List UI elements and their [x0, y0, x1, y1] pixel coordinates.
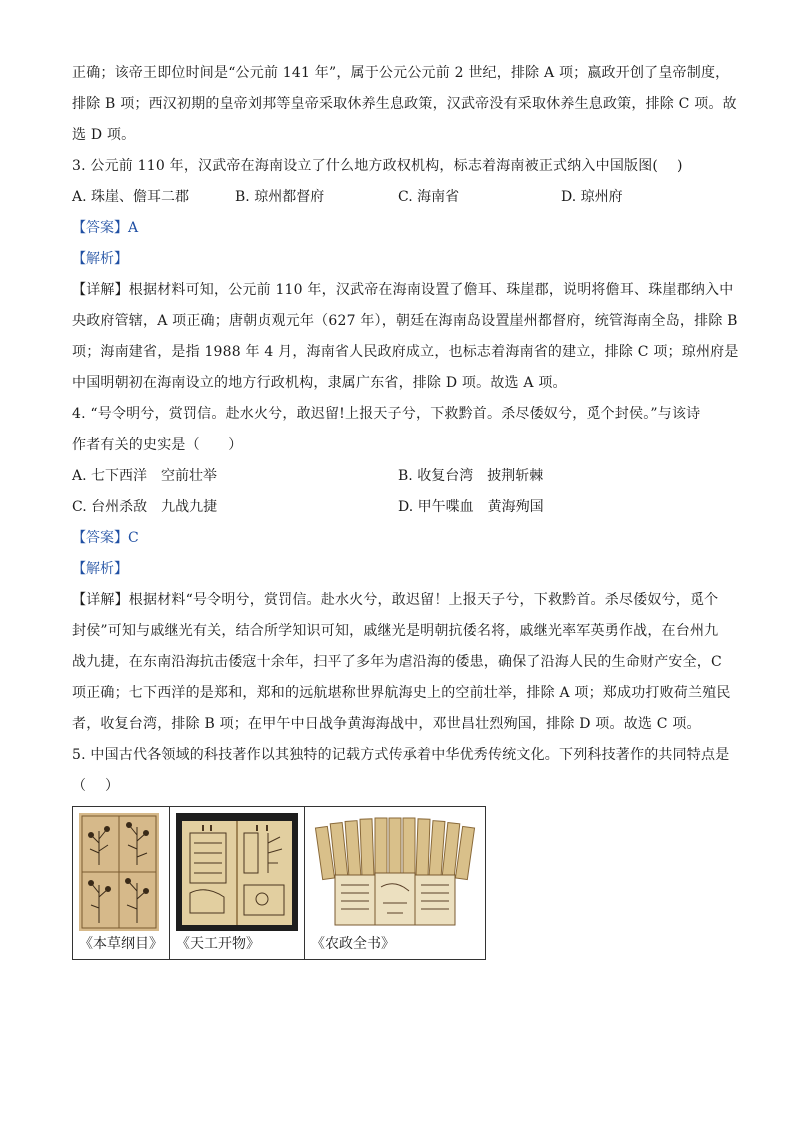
text-line: 央政府管辖，A 项正确；唐朝贞观元年（627 年），朝廷在海南岛设置崖州都督府，统管海南全岛，排除 B: [72, 313, 738, 329]
text-line: 正确；该帝王即位时间是“公元前 141 年”，属于公元公元前 2 世纪，排除 A 项；嬴政开创了皇帝制度，: [72, 65, 730, 81]
text-line: 封侯”可知与戚继光有关，结合所学知识可知，戚继光是明朝抗倭名将，戚继光率军英勇作战，在台州九: [72, 623, 719, 639]
text-line: 4. “号令明兮，赏罚信。赴水火兮，敢迟留!上报天子兮，下救黔首。杀尽倭奴兮，觅个封侯。”与该诗: [72, 406, 701, 422]
text-line: 项；海南建省，是指 1988 年 4 月，海南省人民政府成立，也标志着海南省的建立，排除 C 项；琼州府是: [72, 344, 739, 360]
option-c: C. 台州杀敌 九战九捷: [72, 499, 218, 515]
image-caption: 《天工开物》: [176, 936, 260, 952]
image-cell-nongzheng: [305, 807, 486, 960]
text-line: 中国明朝初在海南设立的地方行政机构，隶属广东省，排除 D 项。故选 A 项。: [72, 375, 567, 391]
analysis-label: 【解析】: [72, 561, 128, 577]
option-d: D. 琼州府: [561, 189, 623, 205]
book-image-table: [72, 806, 486, 960]
answer-label: 【答案】A: [72, 220, 139, 236]
question-stem: [72, 399, 724, 461]
text-line: 排除 B 项；西汉初期的皇帝刘邦等皇帝采取休养生息政策，汉武帝没有采取休养生息政策，排除 C 项。故: [72, 96, 737, 112]
text-line: 选 D 项。: [72, 127, 136, 143]
text-line: 者，收复台湾，排除 B 项；在甲午中日战争黄海海战中，邓世昌壮烈殉国，排除 D 项。故选 C 项。: [72, 716, 701, 732]
text-line: 【详解】根据材料“号令明兮，赏罚信。赴水火兮，敢迟留！上报天子兮，下救黔首。杀尽倭奴兮，觅个: [72, 592, 719, 608]
options-row: [72, 182, 724, 213]
analysis-label: 【解析】: [72, 251, 128, 267]
text-line: 战九捷，在东南沿海抗击倭寇十余年，扫平了多年为虐沿海的倭患，确保了沿海人民的生命财产安全，C: [72, 654, 722, 670]
image-cell-tiangong: [170, 807, 305, 960]
question-stem: [72, 740, 730, 802]
options-row: [72, 492, 724, 523]
question-stem: 3. 公元前 110 年，汉武帝在海南设立了什么地方政权机构，标志着海南被正式纳入中国版图( ): [72, 158, 683, 174]
option-d: D. 甲午喋血 黄海殉国: [398, 499, 544, 515]
text-line: 【详解】根据材料可知，公元前 110 年，汉武帝在海南设置了儋耳、珠崖郡，说明将儋耳、珠崖郡纳入中: [72, 282, 734, 298]
open-book-illustration-icon: [176, 813, 298, 931]
text-line: 作者有关的史实是（ ）: [72, 437, 243, 453]
question-4: [72, 399, 731, 740]
image-caption: 《本草纲目》: [79, 936, 163, 952]
question-5: [72, 740, 730, 960]
prev-answer-explanation: [72, 58, 737, 151]
option-a: A. 珠崖、儋耳二郡: [72, 189, 190, 205]
option-b: B. 琼州都督府: [235, 189, 325, 205]
book-stack-icon: [311, 813, 479, 931]
option-a: A. 七下西洋 空前壮举: [72, 468, 218, 484]
option-c: C. 海南省: [398, 189, 460, 205]
option-b: B. 收复台湾 披荆斩棘: [398, 468, 544, 484]
text-line: （ ）: [72, 778, 120, 794]
text-line: 项正确；七下西洋的是郑和，郑和的远航堪称世界航海史上的空前壮举，排除 A 项；郑成功打败荷兰殖民: [72, 685, 731, 701]
question-3: [72, 151, 739, 399]
herbal-illustration-icon: [79, 813, 159, 931]
image-caption: 《农政全书》: [311, 936, 395, 952]
text-line: 5. 中国古代各领域的科技著作以其独特的记载方式传承着中华优秀传统文化。下列科技著作的共同特点是: [72, 747, 730, 763]
detail-explanation: [72, 275, 739, 399]
options-row: [72, 461, 724, 492]
detail-explanation: [72, 585, 731, 740]
image-cell-bencao: [73, 807, 170, 960]
document-page: [72, 58, 739, 960]
answer-label: 【答案】C: [72, 530, 139, 546]
